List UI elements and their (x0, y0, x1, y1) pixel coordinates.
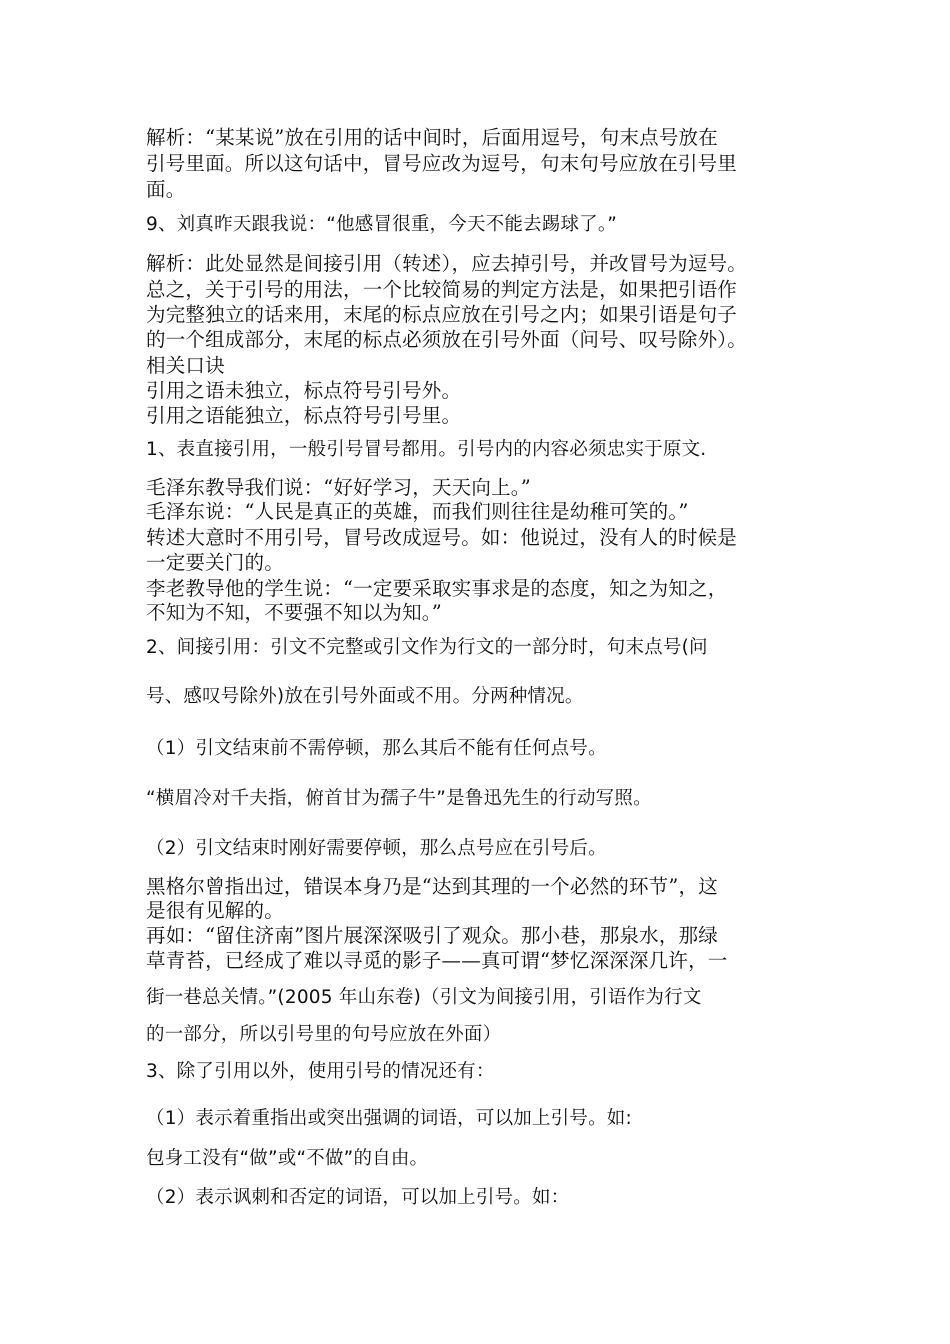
analysis-paragraph-line: 解析：“某某说”放在引用的话中间时，后面用逗号，句末点号放在 (146, 126, 718, 149)
case-1-example: “横眉冷对千夫指，俯首甘为孺子牛”是鲁迅先生的行动写照。 (146, 788, 652, 809)
rule-1-heading: 1、表直接引用，一般引号冒号都用。引号内的内容必须忠实于原文. (146, 439, 707, 460)
analysis-paragraph-line: 解析：此处显然是间接引用（转述），应去掉引号，并改冒号为逗号。 (146, 252, 747, 275)
summary-paragraph-line: 总之，关于引号的用法，一个比较简易的判定方法是，如果把引语作 (146, 278, 738, 301)
rule-3-case-2: （2）表示讽刺和否定的词语，可以加上引号。如： (146, 1187, 570, 1208)
example-sentence-9: 9、刘真昨天跟我说：“他感冒很重，今天不能去踢球了。” (146, 214, 618, 235)
rule-2-heading-cont: 号、感叹号除外)放在引号外面或不用。分两种情况。 (146, 686, 584, 707)
example-line: 一定要关门的。 (146, 551, 284, 574)
analysis-paragraph-line: 面。 (146, 178, 186, 201)
case-2-heading: （2）引文结束时刚好需要停顿，那么点号应在引号后。 (146, 838, 607, 859)
case-2-example-line: 街一巷总关情。”(2005 年山东卷)（引文为间接引用，引语作为行文 (146, 987, 702, 1008)
example-line: 李老教导他的学生说：“一定要采取实事求是的态度，知之为知之， (146, 577, 728, 600)
analysis-paragraph-line: 引号里面。所以这句话中，冒号应改为逗号，句末句号应放在引号里 (146, 152, 738, 175)
summary-paragraph-line: 的一个组成部分，末尾的标点必须放在引号外面（问号、叹号除外）。 (146, 328, 747, 351)
example-line: 不知为不知，不要强不知以为知。” (146, 601, 442, 624)
example-line: 毛泽东教导我们说：“好好学习，天天向上。” (146, 476, 531, 499)
case-2-example-line: 是很有见解的。 (146, 899, 284, 922)
example-line: 毛泽东说：“人民是真正的英雄，而我们则往往是幼稚可笑的。” (146, 500, 689, 523)
summary-paragraph-line: 为完整独立的话来用，末尾的标点应放在引号之内；如果引语是句子 (146, 303, 738, 326)
mnemonic-line: 引用之语未独立，标点符号引号外。 (146, 379, 462, 402)
case-2-example-line: 草青苔，已经成了难以寻觅的影子——真可谓“梦忆深深深几许，一 (146, 949, 728, 972)
case-1-heading: （1）引文结束前不需停顿，那么其后不能有任何点号。 (146, 738, 607, 759)
rule-3-case-1-example: 包身工没有“做”或“不做”的自由。 (146, 1148, 429, 1169)
case-2-example-line: 黑格尔曾指出过，错误本身乃是“达到其理的一个必然的环节”，这 (146, 875, 718, 898)
case-2-example-line: 的一部分，所以引号里的句号应放在外面） (146, 1024, 502, 1045)
rule-2-heading: 2、间接引用：引文不完整或引文作为行文的一部分时，句末点号(问 (146, 637, 708, 658)
case-2-example-line: 再如：“留住济南”图片展深深吸引了观众。那小巷，那泉水，那绿 (146, 924, 718, 947)
mnemonic-heading: 相关口诀 (146, 354, 225, 377)
rule-3-heading: 3、除了引用以外，使用引号的情况还有： (146, 1061, 495, 1082)
example-line: 转述大意时不用引号，冒号改成逗号。如：他说过，没有人的时候是 (146, 526, 738, 549)
mnemonic-line: 引用之语能独立，标点符号引号里。 (146, 404, 462, 427)
rule-3-case-1: （1）表示着重指出或突出强调的词语，可以加上引号。如: (146, 1108, 632, 1129)
